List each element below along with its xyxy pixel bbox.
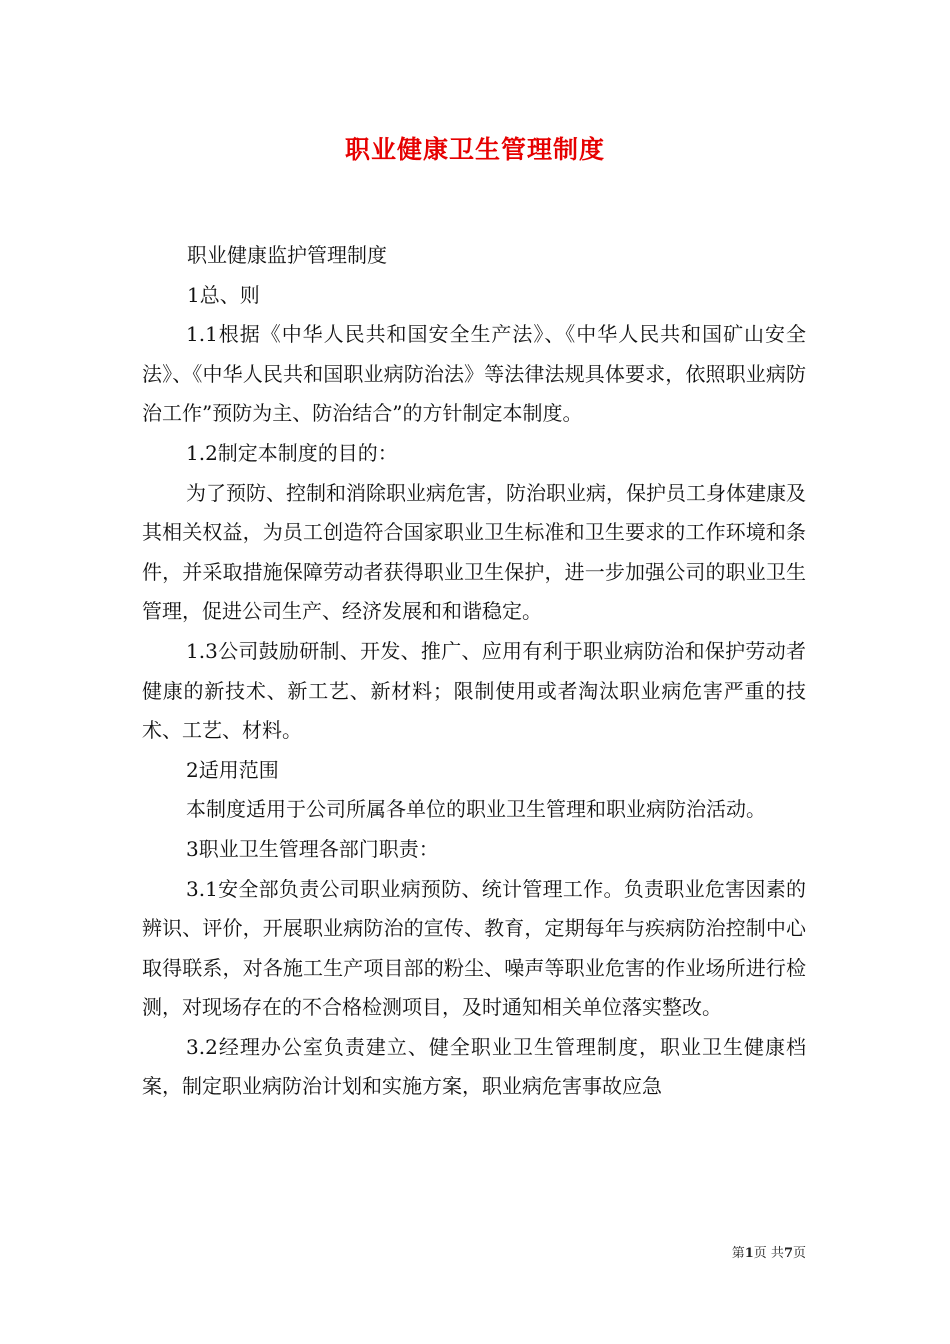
footer-prefix: 第 (731, 1246, 745, 1261)
section-heading: 3职业卫生管理各部门职责： (186, 836, 439, 861)
document-body (142, 236, 806, 1107)
document-title: 职业健康卫生管理制度 (344, 135, 605, 164)
body-paragraph: 1.1根据《中华人民共和国安全生产法》、《中华人民共和国矿山安全法》、《中华人民共和国职业病防治法》等法律法规具体要求，依照职业病防治工作”预防为主、防治结合”的方针制定本制度。 (142, 322, 806, 426)
current-page-number: 1 (744, 1246, 754, 1261)
body-paragraph: 3.2经理办公室负责建立、健全职业卫生管理制度，职业卫生健康档案，制定职业病防治计划和实施方案，职业病危害事故应急 (142, 1034, 806, 1099)
total-page-number: 7 (783, 1246, 793, 1261)
section-heading: 职业健康监护管理制度 (187, 243, 387, 267)
section-heading: 1总、则 (187, 282, 260, 307)
body-paragraph: 3.1安全部负责公司职业病预防、统计管理工作。负责职业危害因素的辨识、评价，开展职业病防治的宣传、教育，定期每年与疾病防治控制中心取得联系，对各施工生产项目部的粉尘、噪声等职业危害的作业场所进行检测，对现场存在的不合格检测项目，及时通知相关单位落实整改。 (142, 876, 806, 1020)
footer-middle: 页 共 (753, 1246, 784, 1261)
body-paragraph: 1.2制定本制度的目的： (186, 440, 398, 465)
body-paragraph: 1.3公司鼓励研制、开发、推广、应用有利于职业病防治和保护劳动者健康的新技术、新工艺、新材料；限制使用或者淘汰职业病危害严重的技术、工艺、材料。 (142, 638, 806, 743)
footer-suffix: 页 (792, 1246, 806, 1261)
section-heading: 2适用范围 (186, 757, 279, 782)
body-paragraph: 本制度适用于公司所属各单位的职业卫生管理和职业病防治活动。 (186, 797, 766, 822)
body-paragraph: 为了预防、控制和消除职业病危害，防治职业病，保护员工身体建康及其相关权益，为员工创造符合国家职业卫生标准和卫生要求的工作环境和条件，并采取措施保障劳动者获得职业卫生保护，进一步加强公司的职业卫生管理，促进公司生产、经济发展和和谐稳定。 (142, 480, 806, 624)
page-footer (680, 1244, 806, 1264)
